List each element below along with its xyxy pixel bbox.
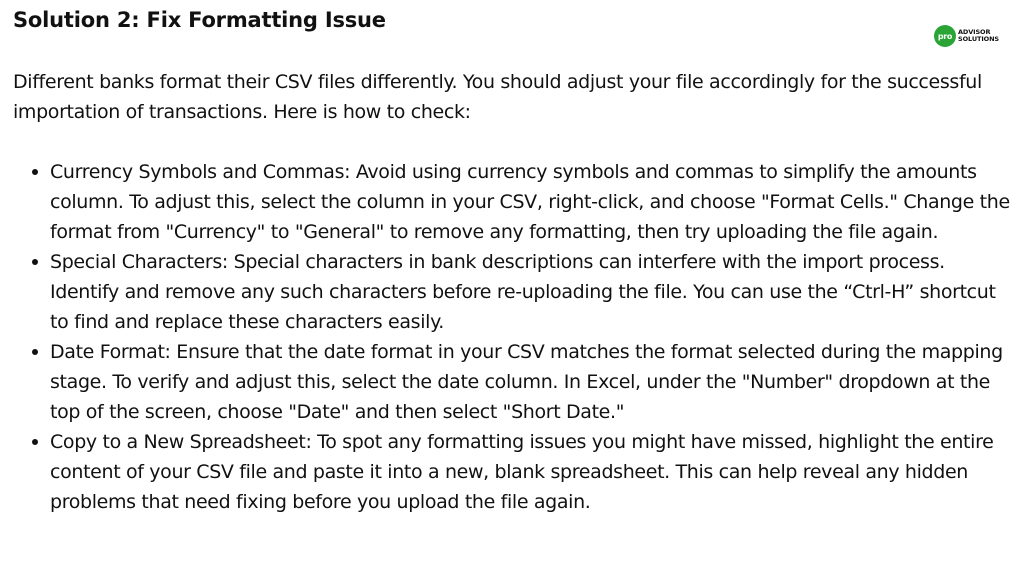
logo-line-1: ADVISOR	[958, 27, 991, 36]
bullet-date-format	[13, 337, 1013, 427]
bullet-dot-icon	[32, 169, 38, 175]
pro-advisor-solutions-logo	[934, 25, 999, 47]
bullet-copy-spreadsheet	[13, 427, 1013, 517]
bullet-dot-icon	[32, 349, 38, 355]
bullet-text: Currency Symbols and Commas: Avoid using currency symbols and commas to simplify the amounts column. To adjust this, select the column in your CSV, right-click, and choose "Format Cells." Change the format from "Currency" to "General" to remove any formatting, then try uploading the file again.	[50, 161, 1010, 243]
bullet-text: Date Format: Ensure that the date format in your CSV matches the format selected during the mapping stage. To verify and adjust this, select the date column. In Excel, under the "Number" dropdown at the top of the screen, choose "Date" and then select "Short Date."	[50, 341, 1003, 423]
bullet-currency-symbols	[13, 157, 1013, 247]
bullet-special-characters	[13, 247, 1013, 337]
logo-wordmark	[958, 29, 999, 44]
bullet-text: Special Characters: Special characters in bank descriptions can interfere with the import process. Identify and remove any such characters before re-uploading the file. You can use the “Ctrl-H” shortcut to find and replace these characters easily.	[50, 251, 996, 333]
logo-line-2: SOLUTIONS	[958, 35, 999, 43]
bullet-text: Copy to a New Spreadsheet: To spot any formatting issues you might have missed, highlight the entire content of your CSV file and paste it into a new, blank spreadsheet. This can help reveal any hidden problems that need fixing before you upload the file again.	[50, 431, 994, 513]
bullet-dot-icon	[32, 259, 38, 265]
intro-paragraph: Different banks format their CSV files differently. You should adjust your file accordingly for the successful importation of transactions. Here is how to check:	[13, 71, 982, 123]
bullet-dot-icon	[32, 439, 38, 445]
page-title: Solution 2: Fix Formatting Issue	[13, 8, 386, 32]
logo-badge: pro	[934, 25, 956, 47]
bullet-list	[13, 157, 1013, 517]
